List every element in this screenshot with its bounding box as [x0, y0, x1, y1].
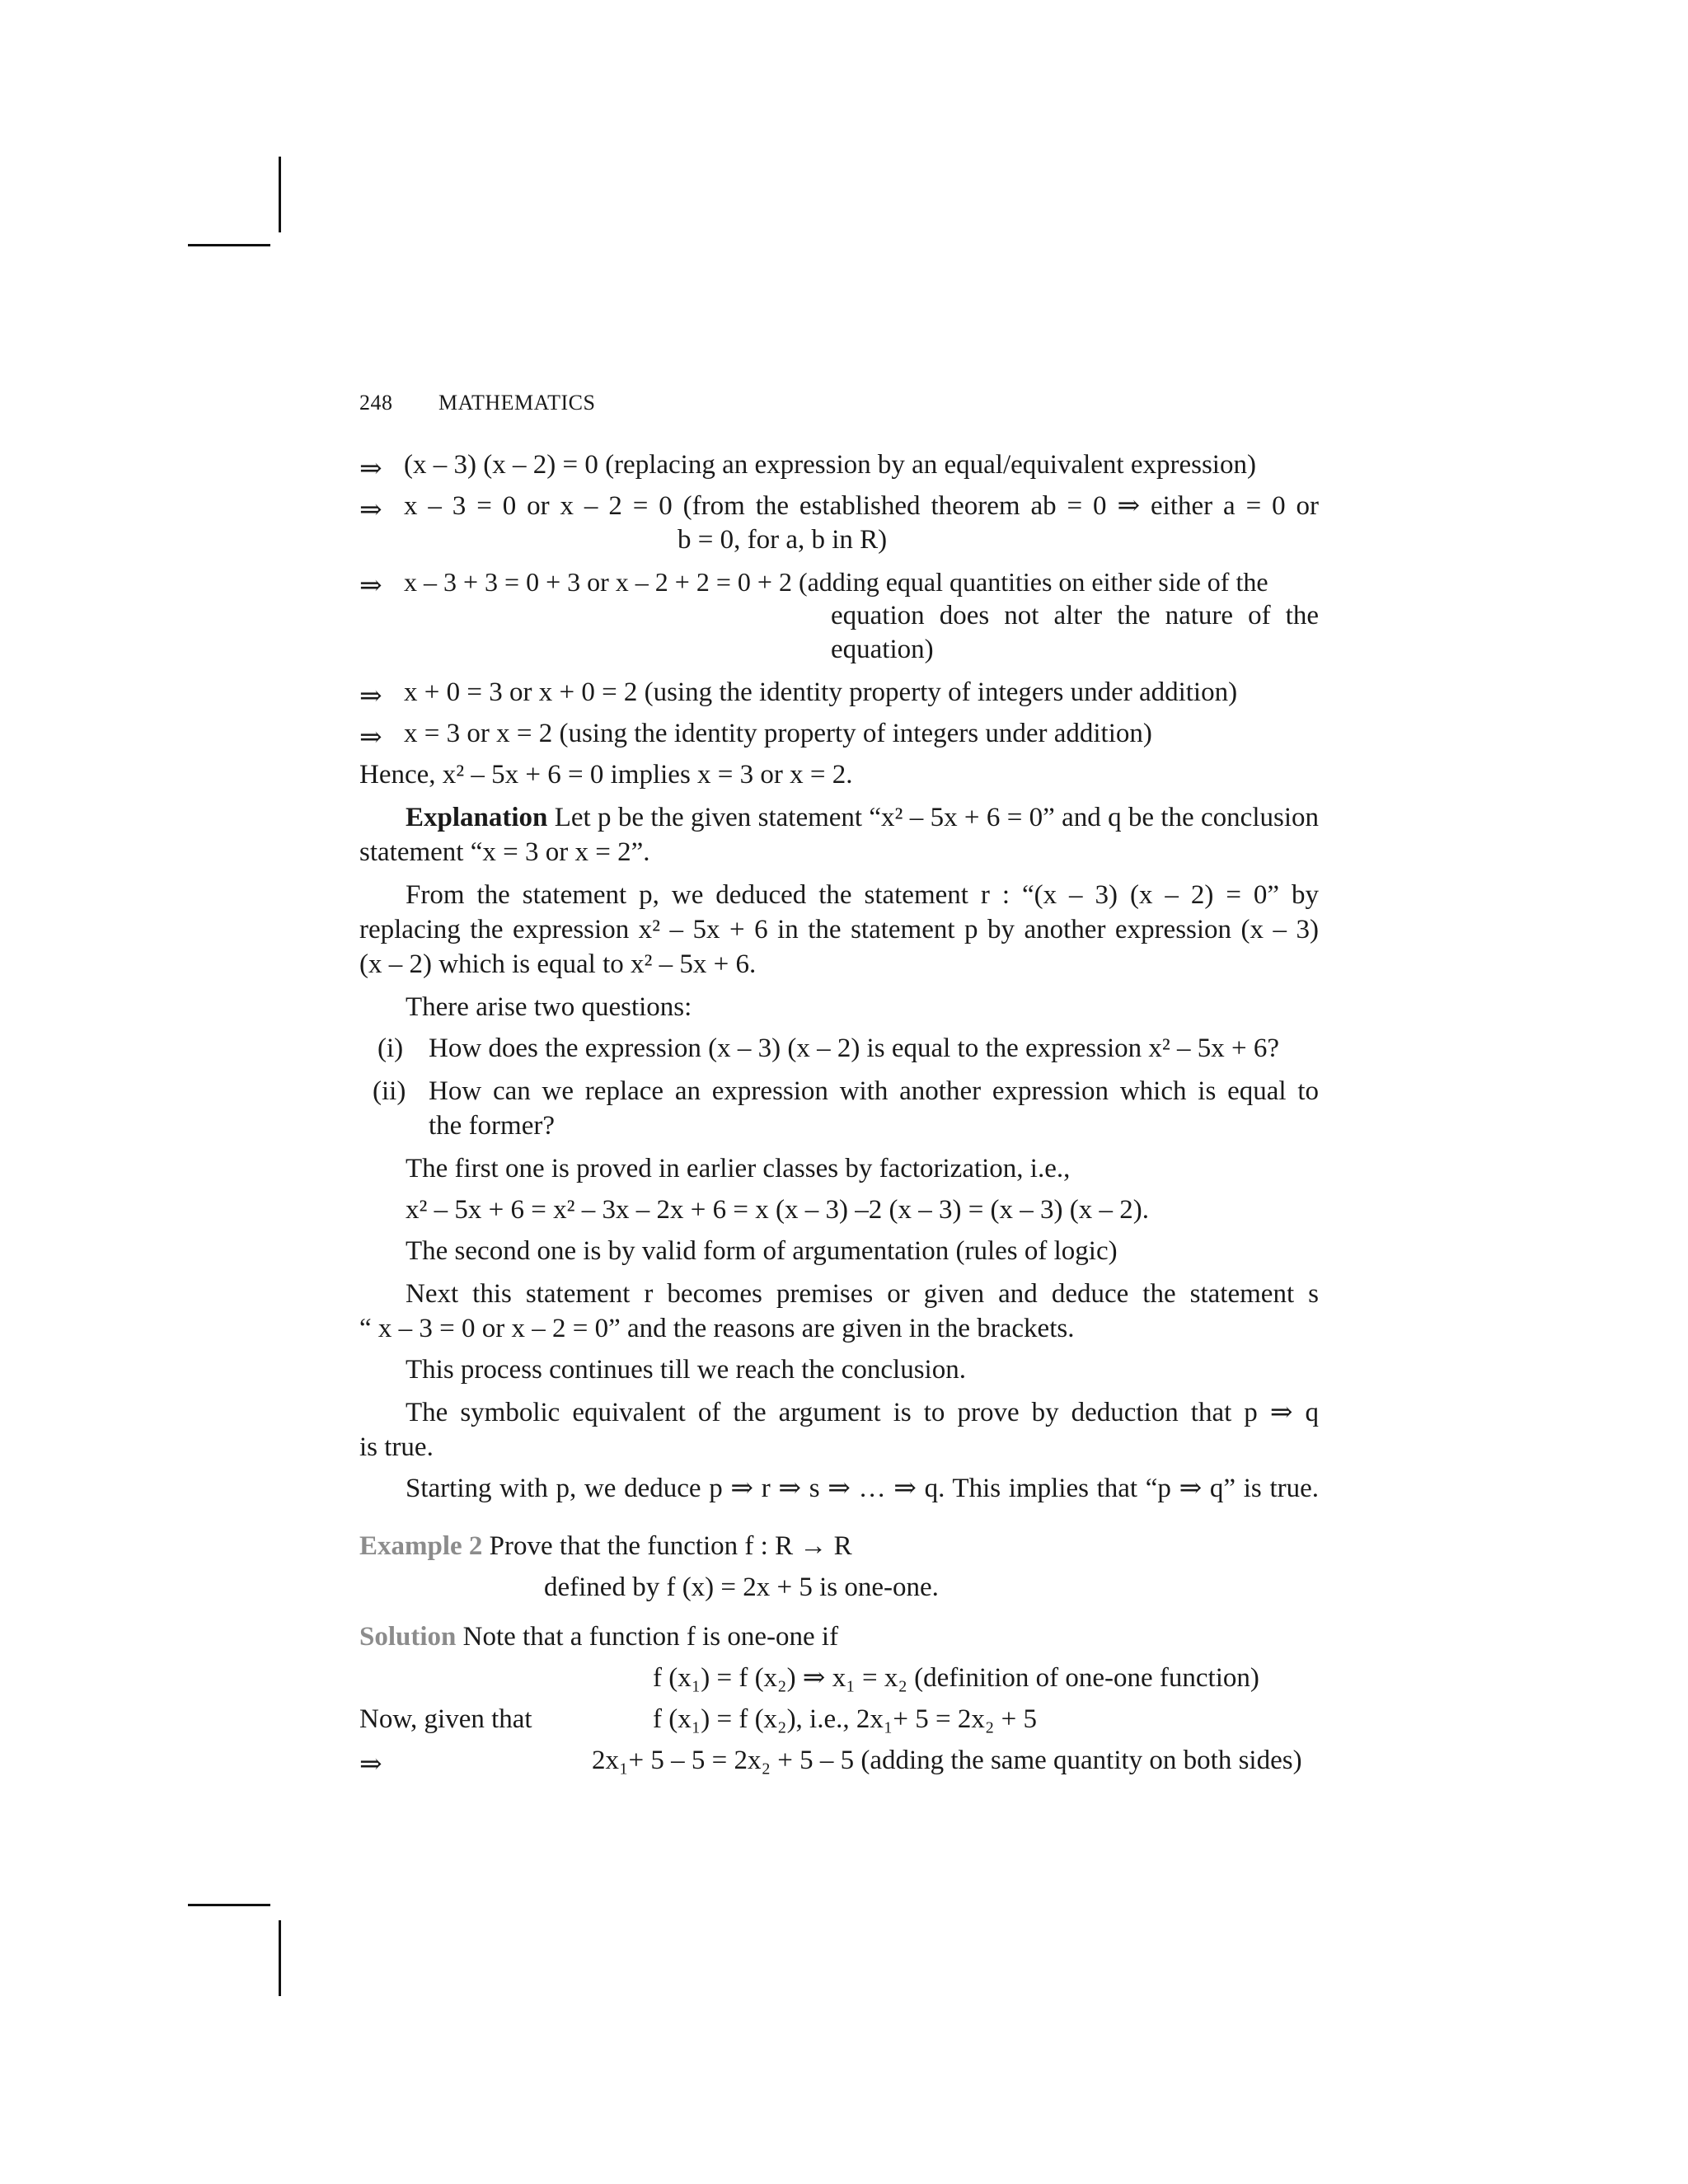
crop-mark-top-horizontal — [188, 244, 270, 246]
example-label: Example 2 — [359, 1531, 483, 1561]
page-number: 248 — [359, 391, 393, 415]
equation-line: 2x₁+ 5 – 5 = 2x₂ + 5 – 5 (adding the same quantity on both sides) — [592, 1746, 1302, 1775]
crop-mark-bottom-horizontal — [188, 1904, 270, 1906]
paragraph-line: There arise two questions: — [406, 992, 692, 1022]
paragraph-line: is true. — [359, 1432, 434, 1462]
paragraph-line: From the statement p, we deduced the statement r : “(x – 3) (x – 2) = 0” by — [406, 880, 1319, 910]
implies-symbol: ⇒ — [359, 571, 382, 601]
step-line: (x – 3) (x – 2) = 0 (replacing an expression by an equal/equivalent expression) — [404, 450, 1256, 480]
solution-text: Now, given that — [359, 1704, 532, 1734]
crop-mark-top-vertical — [279, 157, 281, 232]
step-line: x = 3 or x = 2 (using the identity property of integers under addition) — [404, 719, 1152, 748]
paragraph-line: The symbolic equivalent of the argument is to prove by deduction that p ⇒ q — [406, 1398, 1319, 1427]
paragraph-line: Next this statement r becomes premises or given and deduce the statement s — [406, 1279, 1319, 1309]
paragraph-line: The second one is by valid form of argumentation (rules of logic) — [406, 1236, 1118, 1266]
crop-mark-bottom-vertical — [279, 1920, 281, 1996]
step-line-continuation: b = 0, for a, b in R) — [678, 525, 888, 555]
implies-symbol: ⇒ — [359, 454, 382, 484]
step-line: x – 3 = 0 or x – 2 = 0 (from the established theorem ab = 0 ⇒ either a = 0 or — [404, 491, 1319, 521]
running-title: MATHEMATICS — [438, 391, 596, 415]
paragraph-line: Starting with p, we deduce p ⇒ r ⇒ s ⇒ … ⇒ q. This implies that “p ⇒ q” is true. — [406, 1474, 1319, 1503]
paragraph-line: This process continues till we reach the conclusion. — [406, 1355, 966, 1385]
explanation-paragraph: Explanation Let p be the given statement “x² – 5x + 6 = 0” and q be the conclusion — [406, 803, 1319, 832]
question-text-continuation: the former? — [429, 1111, 555, 1141]
question-number: (i) — [377, 1033, 404, 1063]
implies-symbol: ⇒ — [359, 495, 382, 525]
question-text: How does the expression (x – 3) (x – 2) is equal to the expression x² – 5x + 6? — [429, 1033, 1280, 1063]
implies-symbol: ⇒ — [359, 682, 382, 711]
step-line: x – 3 + 3 = 0 + 3 or x – 2 + 2 = 0 + 2 (adding equal quantities on either side of the — [404, 567, 1268, 597]
solution-label: Solution — [359, 1622, 457, 1652]
running-header — [359, 391, 595, 415]
example-text: defined by f (x) = 2x + 5 is one-one. — [544, 1572, 939, 1602]
explanation-label: Explanation — [406, 803, 548, 832]
solution-heading: Solution Note that a function f is one-one if — [359, 1622, 839, 1652]
question-text: How can we replace an expression with another expression which is equal to — [429, 1076, 1319, 1106]
paragraph-line: (x – 2) which is equal to x² – 5x + 6. — [359, 949, 757, 979]
conclusion-line: Hence, x² – 5x + 6 = 0 implies x = 3 or x = 2. — [359, 760, 853, 790]
step-line: x + 0 = 3 or x + 0 = 2 (using the identity property of integers under addition) — [404, 677, 1238, 707]
paragraph-line: replacing the expression x² – 5x + 6 in the statement p by another expression (x – 3) — [359, 915, 1319, 944]
paragraph-line: “ x – 3 = 0 or x – 2 = 0” and the reasons are given in the brackets. — [359, 1314, 1075, 1343]
equation-line: x² – 5x + 6 = x² – 3x – 2x + 6 = x (x – 3) –2 (x – 3) = (x – 3) (x – 2). — [406, 1195, 1150, 1225]
paragraph-line: statement “x = 3 or x = 2”. — [359, 837, 650, 867]
question-number: (ii) — [373, 1076, 406, 1106]
equation-line: f (x₁) = f (x₂) ⇒ x₁ = x₂ (definition of one-one function) — [653, 1663, 1259, 1693]
implies-symbol: ⇒ — [359, 723, 382, 752]
step-line-continuation: equation does not alter the nature of the — [831, 601, 1319, 630]
step-line-continuation: equation) — [831, 635, 934, 664]
equation-line: f (x₁) = f (x₂), i.e., 2x₁+ 5 = 2x₂ + 5 — [653, 1704, 1037, 1734]
implies-symbol: ⇒ — [359, 1750, 382, 1779]
paragraph-line: The first one is proved in earlier classes by factorization, i.e., — [406, 1154, 1071, 1183]
example-heading: Example 2 Prove that the function f : R → R — [359, 1531, 852, 1561]
